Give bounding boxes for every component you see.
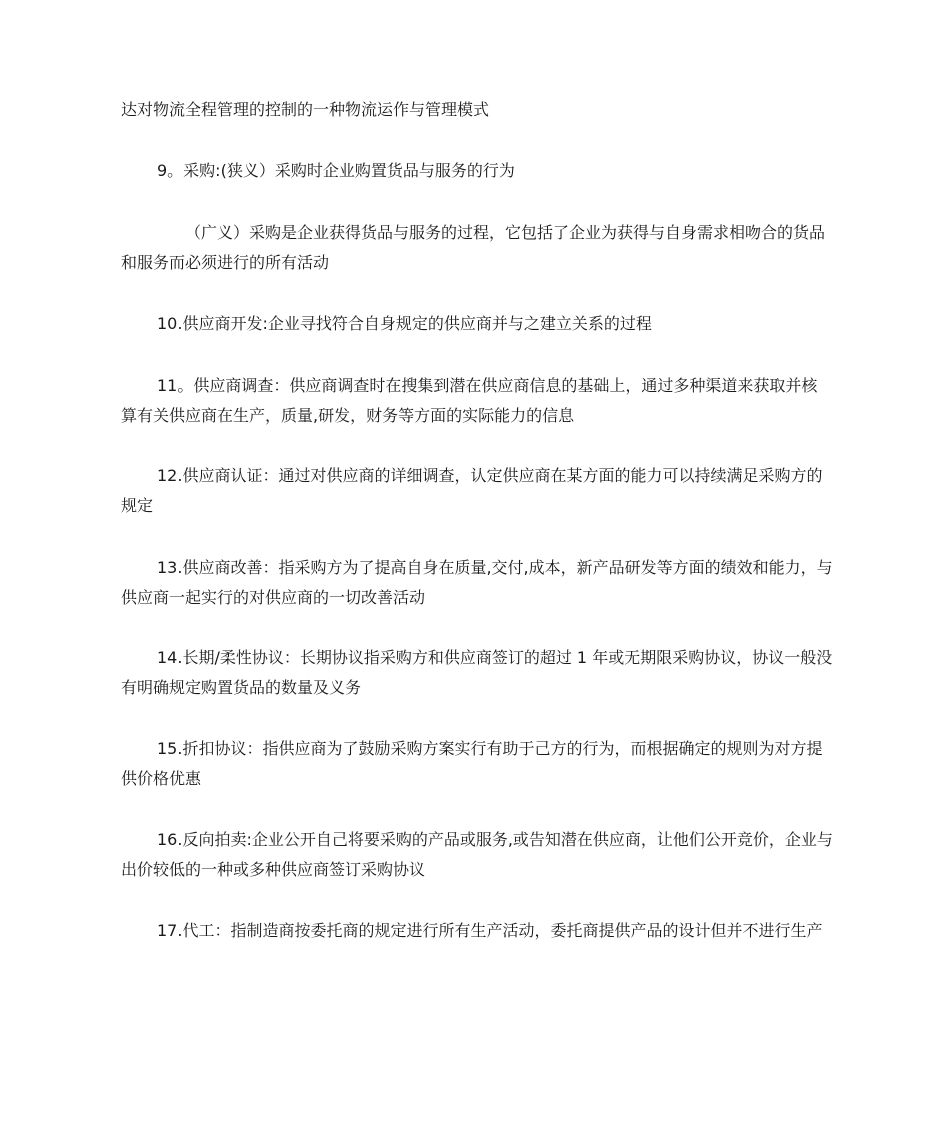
paragraph-14-long-term-agreement: 14.长期/柔性协议：长期协议指采购方和供应商签订的超过 1 年或无期限采购协议，协议一般没有明确规定购置货品的数量及义务 — [121, 648, 833, 697]
paragraph-10-supplier-development: 10.供应商开发:企业寻找符合自身规定的供应商并与之建立关系的过程 — [157, 314, 652, 333]
paragraph-continuation: 达对物流全程管理的控制的一种物流运作与管理模式 — [121, 100, 490, 119]
paragraph-15-discount-agreement: 15.折扣协议：指供应商为了鼓励采购方案实行有助于己方的行为，而根据确定的规则为对方提供价格优惠 — [121, 739, 823, 788]
paragraph-17-oem: 17.代工：指制造商按委托商的规定进行所有生产活动，委托商提供产品的设计但并不进行生产 — [157, 921, 823, 940]
paragraph-11-supplier-survey: 11。供应商调查：供应商调查时在搜集到潜在供应商信息的基础上，通过多种渠道来获取并核算有关供应商在生产，质量,研发，财务等方面的实际能力的信息 — [121, 376, 818, 425]
paragraph-12-supplier-certification: 12.供应商认证：通过对供应商的详细调查，认定供应商在某方面的能力可以持续满足采购方的规定 — [121, 466, 823, 515]
paragraph-9-procurement-narrow: 9。采购:(狭义）采购时企业购置货品与服务的行为 — [157, 161, 515, 180]
paragraph-procurement-broad: （广义）采购是企业获得货品与服务的过程，它包括了企业为获得与自身需求相吻合的货品和服务而必须进行的所有活动 — [121, 223, 826, 272]
paragraph-13-supplier-improvement: 13.供应商改善：指采购方为了提高自身在质量,交付,成本，新产品研发等方面的绩效和能力，与供应商一起实行的对供应商的一切改善活动 — [121, 558, 833, 607]
paragraph-16-reverse-auction: 16.反向拍卖:企业公开自己将要采购的产品或服务,或告知潜在供应商，让他们公开竞价，企业与出价较低的一种或多种供应商签订采购协议 — [121, 830, 833, 879]
